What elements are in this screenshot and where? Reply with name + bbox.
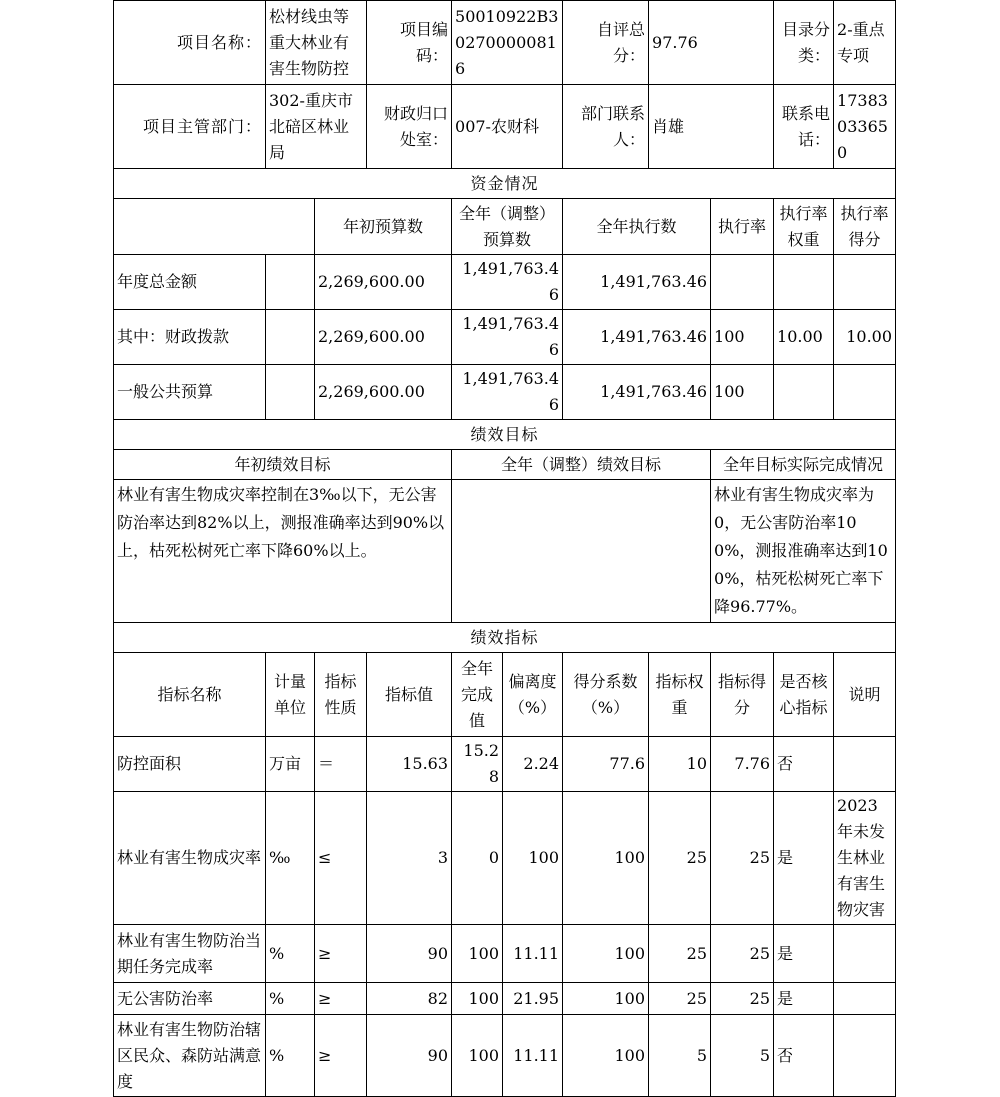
ind-col-name: 指标名称 — [114, 653, 266, 737]
goals-col-actual: 全年目标实际完成情况 — [711, 450, 896, 480]
ind-weight: 25 — [649, 983, 711, 1015]
goals-col-adjusted: 全年（调整）绩效目标 — [452, 450, 711, 480]
ind-core: 是 — [774, 983, 834, 1015]
ind-weight: 5 — [649, 1015, 711, 1097]
funds-rate — [711, 255, 774, 310]
funds-score — [834, 255, 896, 310]
ind-done: 100 — [452, 925, 503, 983]
ind-done: 0 — [452, 792, 503, 925]
phone-label: 联系电话： — [774, 85, 834, 169]
funds-adjusted: 1,491,763.46 — [452, 310, 563, 365]
ind-dev: 100 — [503, 792, 563, 925]
funds-initial: 2,269,600.00 — [315, 310, 452, 365]
ind-value: 15.63 — [367, 737, 452, 792]
funds-header-blank — [114, 199, 315, 255]
finance-label: 财政归口处室： — [367, 85, 452, 169]
blank-cell — [266, 365, 315, 420]
blank-cell — [266, 255, 315, 310]
funds-score — [834, 365, 896, 420]
blank-cell — [266, 310, 315, 365]
ind-weight: 10 — [649, 737, 711, 792]
ind-col-done: 全年完成值 — [452, 653, 503, 737]
ind-col-weight: 指标权重 — [649, 653, 711, 737]
ind-unit: 万亩 — [266, 737, 315, 792]
funds-col-rate: 执行率 — [711, 199, 774, 255]
ind-score: 25 — [711, 983, 774, 1015]
funds-adjusted: 1,491,763.46 — [452, 365, 563, 420]
self-score-label: 自评总分： — [563, 1, 649, 85]
funds-score: 10.00 — [834, 310, 896, 365]
ind-col-core: 是否核心指标 — [774, 653, 834, 737]
ind-col-coef: 得分系数（%） — [563, 653, 649, 737]
ind-col-value: 指标值 — [367, 653, 452, 737]
ind-col-score: 指标得分 — [711, 653, 774, 737]
contact-label: 部门联系人： — [563, 85, 649, 169]
indicators-section-title: 绩效指标 — [114, 623, 896, 653]
ind-name: 林业有害生物防治当期任务完成率 — [114, 925, 266, 983]
catalog-label: 目录分类： — [774, 1, 834, 85]
ind-col-dev: 偏离度（%） — [503, 653, 563, 737]
ind-note: 2023年未发生林业有害生物灾害 — [834, 792, 896, 925]
funds-weight — [774, 255, 834, 310]
ind-name: 林业有害生物成灾率 — [114, 792, 266, 925]
funds-col-executed: 全年执行数 — [563, 199, 711, 255]
funds-initial: 2,269,600.00 — [315, 255, 452, 310]
funds-row — [114, 255, 896, 310]
ind-nature: ≥ — [315, 1015, 367, 1097]
funds-col-score: 执行率得分 — [834, 199, 896, 255]
ind-nature: ≥ — [315, 925, 367, 983]
ind-value: 3 — [367, 792, 452, 925]
goals-adjusted-text — [452, 480, 711, 623]
funds-weight: 10.00 — [774, 310, 834, 365]
ind-dev: 11.11 — [503, 925, 563, 983]
ind-score: 5 — [711, 1015, 774, 1097]
indicator-row — [114, 792, 896, 925]
ind-coef: 100 — [563, 983, 649, 1015]
funds-row — [114, 310, 896, 365]
ind-name: 林业有害生物防治辖区民众、森防站满意度 — [114, 1015, 266, 1097]
funds-adjusted: 1,491,763.46 — [452, 255, 563, 310]
funds-rate: 100 — [711, 365, 774, 420]
ind-note — [834, 1015, 896, 1097]
ind-score: 25 — [711, 792, 774, 925]
ind-core: 否 — [774, 737, 834, 792]
indicator-row — [114, 925, 896, 983]
ind-nature: ≤ — [315, 792, 367, 925]
ind-dev: 21.95 — [503, 983, 563, 1015]
ind-done: 15.28 — [452, 737, 503, 792]
performance-evaluation-table — [113, 0, 896, 1097]
ind-note — [834, 983, 896, 1015]
funds-row-label: 其中：财政拨款 — [114, 310, 266, 365]
ind-done: 100 — [452, 983, 503, 1015]
funds-rate: 100 — [711, 310, 774, 365]
ind-unit: % — [266, 983, 315, 1015]
goals-initial-text: 林业有害生物成灾率控制在3‰以下，无公害防治率达到82%以上，测报准确率达到90%以上，枯死松树死亡率下降60%以上。 — [114, 480, 452, 623]
ind-coef: 77.6 — [563, 737, 649, 792]
funds-col-initial: 年初预算数 — [315, 199, 452, 255]
ind-col-nature: 指标性质 — [315, 653, 367, 737]
ind-core: 是 — [774, 925, 834, 983]
ind-coef: 100 — [563, 1015, 649, 1097]
ind-name: 防控面积 — [114, 737, 266, 792]
funds-row-label: 年度总金额 — [114, 255, 266, 310]
ind-value: 90 — [367, 925, 452, 983]
ind-note — [834, 737, 896, 792]
project-name: 松材线虫等重大林业有害生物防控 — [266, 1, 367, 85]
ind-unit: % — [266, 1015, 315, 1097]
catalog: 2-重点专项 — [834, 1, 896, 85]
self-score: 97.76 — [649, 1, 774, 85]
ind-note — [834, 925, 896, 983]
ind-coef: 100 — [563, 792, 649, 925]
goals-actual-text: 林业有害生物成灾率为0，无公害防治率100%，测报准确率达到100%，枯死松树死亡率下降96.77%。 — [711, 480, 896, 623]
ind-col-unit: 计量单位 — [266, 653, 315, 737]
ind-weight: 25 — [649, 925, 711, 983]
ind-name: 无公害防治率 — [114, 983, 266, 1015]
ind-dev: 11.11 — [503, 1015, 563, 1097]
funds-col-adjusted: 全年（调整）预算数 — [452, 199, 563, 255]
ind-score: 7.76 — [711, 737, 774, 792]
ind-unit: % — [266, 925, 315, 983]
ind-col-note: 说明 — [834, 653, 896, 737]
funds-row — [114, 365, 896, 420]
ind-core: 否 — [774, 1015, 834, 1097]
ind-done: 100 — [452, 1015, 503, 1097]
ind-core: 是 — [774, 792, 834, 925]
ind-score: 25 — [711, 925, 774, 983]
ind-value: 82 — [367, 983, 452, 1015]
phone: 17383033650 — [834, 85, 896, 169]
ind-value: 90 — [367, 1015, 452, 1097]
ind-nature: ≥ — [315, 983, 367, 1015]
funds-col-weight: 执行率权重 — [774, 199, 834, 255]
dept: 302-重庆市北碚区林业局 — [266, 85, 367, 169]
project-name-label: 项目名称： — [114, 1, 266, 85]
ind-nature: ＝ — [315, 737, 367, 792]
contact: 肖雄 — [649, 85, 774, 169]
ind-coef: 100 — [563, 925, 649, 983]
dept-label: 项目主管部门： — [114, 85, 266, 169]
indicator-row — [114, 1015, 896, 1097]
ind-weight: 25 — [649, 792, 711, 925]
project-code: 50010922B302700000816 — [452, 1, 563, 85]
funds-row-label: 一般公共预算 — [114, 365, 266, 420]
funds-executed: 1,491,763.46 — [563, 255, 711, 310]
indicator-row — [114, 983, 896, 1015]
ind-unit: ‰ — [266, 792, 315, 925]
project-code-label: 项目编码： — [367, 1, 452, 85]
funds-initial: 2,269,600.00 — [315, 365, 452, 420]
ind-dev: 2.24 — [503, 737, 563, 792]
goals-section-title: 绩效目标 — [114, 420, 896, 450]
funds-executed: 1,491,763.46 — [563, 365, 711, 420]
goals-col-initial: 年初绩效目标 — [114, 450, 452, 480]
funds-weight — [774, 365, 834, 420]
funds-executed: 1,491,763.46 — [563, 310, 711, 365]
funds-section-title: 资金情况 — [114, 169, 896, 199]
indicator-row — [114, 737, 896, 792]
finance: 007-农财科 — [452, 85, 563, 169]
